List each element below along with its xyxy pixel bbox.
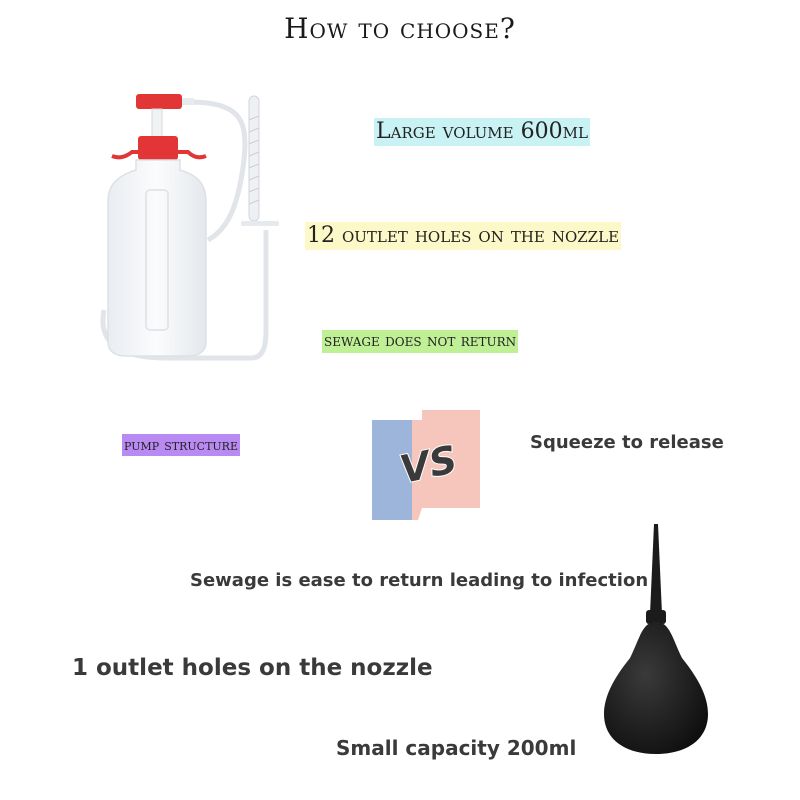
feature-pump-structure: pump structure <box>124 435 238 454</box>
feature-large-volume: Large volume 600ml <box>376 119 588 144</box>
feature-one-outlet-hole: 1 outlet holes on the nozzle <box>72 655 433 681</box>
pump-bottle-image <box>96 90 286 370</box>
vs-badge <box>362 404 490 526</box>
page-title: How to choose? <box>284 12 516 45</box>
feature-outlet-holes: 12 outlet holes on the nozzle <box>307 223 620 248</box>
squeeze-bulb-image <box>596 518 716 758</box>
feature-small-capacity: Small capacity 200ml <box>336 736 577 760</box>
vs-label: VS <box>396 437 461 492</box>
feature-squeeze-release: Squeeze to release <box>530 432 724 453</box>
feature-sewage-return: Sewage is ease to return leading to infection <box>190 570 649 591</box>
feature-no-return: sewage does not return <box>324 331 517 351</box>
